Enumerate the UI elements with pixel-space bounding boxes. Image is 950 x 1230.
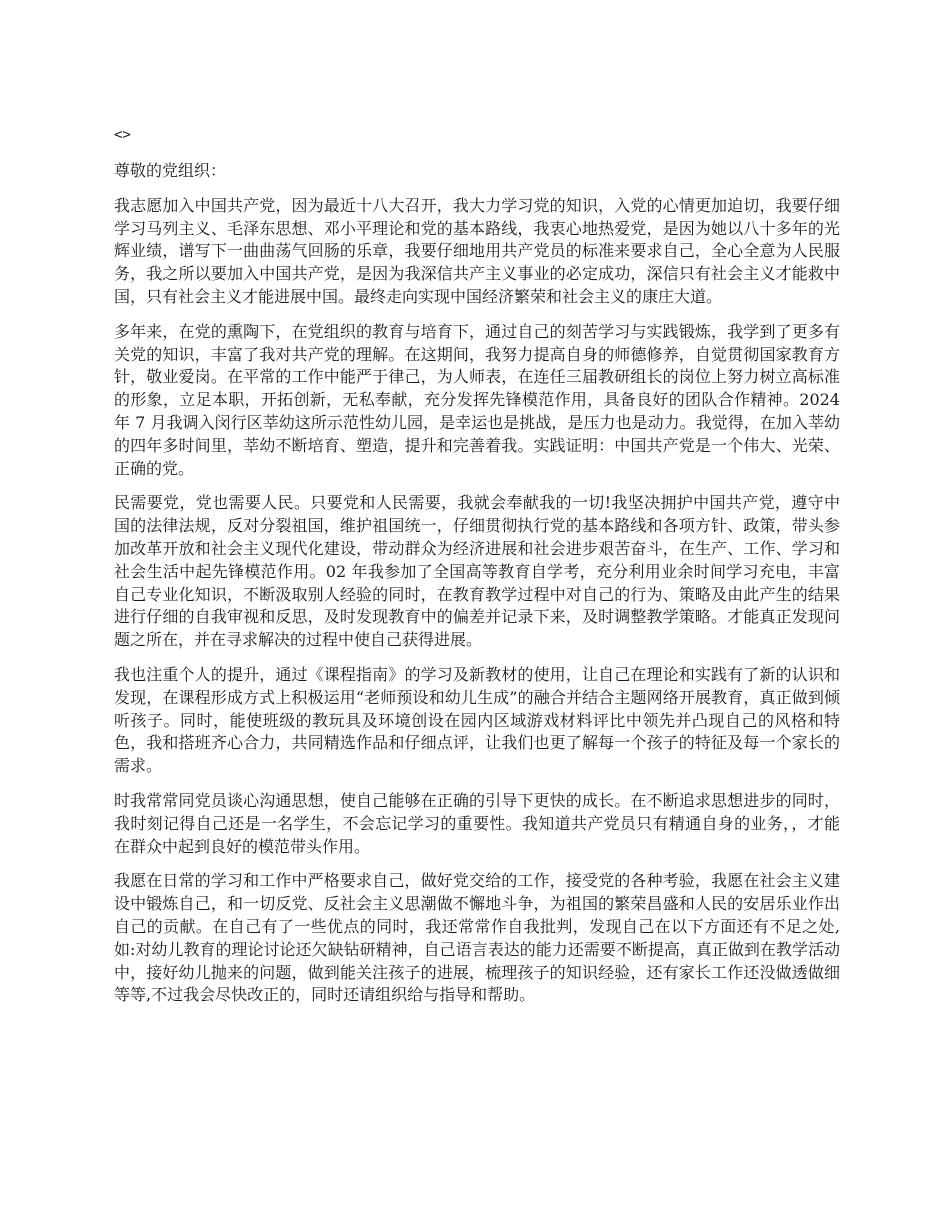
document-page — [114, 124, 840, 1019]
paragraph: 我也注重个人的提升，通过《课程指南》的学习及新教材的使用，让自己在理论和实践有了新的认识和发现，在课程形成方式上积极运用“老师预设和幼儿生成”的融合并结合主题网络开展教育，真正做到倾听孩子。同时，能使班级的教玩具及环境创设在园内区域游戏材料评比中领先并凸现自己的风格和特色，我和搭班齐心合力，共同精选作品和仔细点评，让我们也更了解每一个孩子的特征及每一个家长的需求。 — [114, 664, 840, 776]
paragraph: 我志愿加入中国共产党，因为最近十八大召开，我大力学习党的知识，入党的心情更加迫切，我要仔细学习马列主义、毛泽东思想、邓小平理论和党的基本路线，我衷心地热爱党，是因为她以八十多年的光辉业绩，谱写下一曲曲荡气回肠的乐章，我要仔细地用共产党员的标准来要求自己，全心全意为人民服务，我之所以要加入中国共产党，是因为我深信共产主义事业的必定成功，深信只有社会主义才能救中国，只有社会主义才能进展中国。最终走向实现中国经济繁荣和社会主义的康庄大道。 — [114, 195, 840, 306]
paragraph: 我愿在日常的学习和工作中严格要求自己，做好党交给的工作，接受党的各种考验，我愿在社会主义建设中锻炼自己，和一切反党、反社会主义思潮做不懈地斗争，为祖国的繁荣昌盛和人民的安居乐业作出自己的贡献。在自己有了一些优点的同时，我还常常作自我批判，发现自己在以下方面还有不足之处,如:对幼儿教育的理论讨论还欠缺钻研精神，自己语言表达的能力还需要不断提高，真正做到在教学活动中，接好幼儿抛来的问题，做到能关注孩子的进展，梳理孩子的知识经验，还有家长工作还没做透做细等等,不过我会尽快改正的，同时还请组织给与指导和帮助。 — [114, 871, 840, 1005]
paragraph: 多年来，在党的熏陶下，在党组织的教育与培育下，通过自己的刻苦学习与实践锻炼，我学到了更多有关党的知识，丰富了我对共产党的理解。在这期间，我努力提高自身的师德修养，自觉贯彻国家教育方针，敬业爱岗。在平常的工作中能严于律己，为人师表，在连任三届教研组长的岗位上努力树立高标准的形象，立足本职，开拓创新，无私奉献，充分发挥先锋模范作用，具备良好的团队合作精神。2024 年 7 月我调入闵行区莘幼这所示范性幼儿园，是幸运也是挑战，是压力也是动力。我觉得，在加入莘幼的四年多时间里，莘幼不断培育、塑造，提升和完善着我。实践证明：中国共产党是一个伟大、光荣、正确的党。 — [114, 321, 840, 478]
top-mark: <> — [114, 127, 131, 143]
paragraph: 时我常常同党员谈心沟通思想，使自己能够在正确的引导下更快的成长。在不断追求思想进步的同时，我时刻记得自己还是一名学生，不会忘记学习的重要性。我知道共产党员只有精通自身的业务，，才能在群众中起到良好的模范带头作用。 — [114, 790, 840, 856]
salutation: 尊敬的党组织： — [114, 161, 227, 180]
paragraph: 民需要党，党也需要人民。只要党和人民需要，我就会奉献我的一切!我坚决拥护中国共产党，遵守中国的法律法规，反对分裂祖国，维护祖国统一，仔细贯彻执行党的基本路线和各项方针、政策，带头参加改革开放和社会主义现代化建设，带动群众为经济进展和社会进步艰苦奋斗，在生产、工作、学习和社会生活中起先锋模范作用。02 年我参加了全国高等教育自学考，充分利用业余时间学习充电，丰富自己专业化知识，不断汲取别人经验的同时，在教育教学过程中对自己的行为、策略及由此产生的结果进行仔细的自我审视和反思，及时发现教育中的偏差并记录下来，及时调整教学策略。才能真正发现问题之所在，并在寻求解决的过程中使自己获得进展。 — [114, 493, 840, 650]
